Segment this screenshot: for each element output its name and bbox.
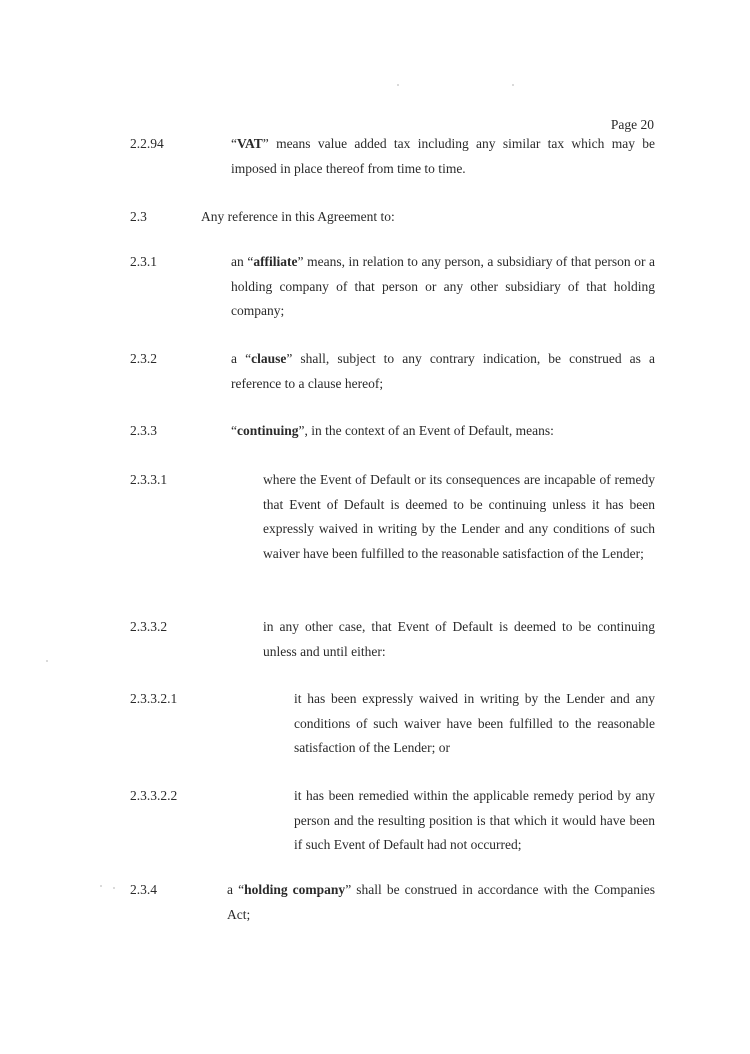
defined-term: VAT [237, 136, 263, 151]
clause-text: “continuing”, in the context of an Event of Default, means: [231, 423, 554, 438]
scan-speck [512, 84, 514, 86]
clause-number: 2.3.3.2.1 [130, 691, 178, 706]
defined-term: affiliate [253, 254, 298, 269]
scan-speck [113, 887, 115, 889]
clause-text: it has been expressly waived in writing by the Lender and any conditions of such waiver have been fulfilled to the reasonable satisfaction of the Lender; or [294, 691, 655, 755]
clause-number: 2.3.4 [130, 882, 157, 897]
clause-text: “VAT” means value added tax including any similar tax which may be imposed in place thereof from time to time. [231, 136, 655, 176]
clause-number: 2.2.94 [130, 136, 164, 151]
clause-number: 2.3.1 [130, 254, 157, 269]
defined-term: holding company [244, 882, 346, 897]
clause-number: 2.3.3.1 [130, 472, 168, 487]
clause-number: 2.3 [130, 209, 147, 224]
scan-speck [397, 84, 399, 86]
defined-term: continuing [237, 423, 299, 438]
clause-number: 2.3.3 [130, 423, 157, 438]
clause-text: where the Event of Default or its consequences are incapable of remedy that Event of Default is deemed to be continuing unless it has been expressly waived in writing by the Lender and any conditions of such waiver have been fulfilled to the reasonable satisfaction of the Lender; [263, 472, 655, 561]
clause-number: 2.3.3.2.2 [130, 788, 178, 803]
page-number: Page 20 [610, 117, 654, 132]
scan-speck [100, 885, 102, 887]
clause-text: a “clause” shall, subject to any contrary indication, be construed as a reference to a clause hereof; [231, 351, 655, 391]
clause-text: Any reference in this Agreement to: [201, 209, 395, 224]
clause-text: in any other case, that Event of Default is deemed to be continuing unless and until either: [263, 619, 655, 659]
clause-text: it has been remedied within the applicable remedy period by any person and the resulting position is that which it would have been if such Event of Default had not occurred; [294, 788, 655, 852]
defined-term: clause [251, 351, 287, 366]
scan-speck [46, 660, 48, 662]
clause-number: 2.3.2 [130, 351, 157, 366]
clause-text: an “affiliate” means, in relation to any person, a subsidiary of that person or a holding company of that person or any other subsidiary of that holding company; [231, 254, 655, 318]
clause-number: 2.3.3.2 [130, 619, 168, 634]
clause-text: a “holding company” shall be construed in accordance with the Companies Act; [227, 882, 655, 922]
